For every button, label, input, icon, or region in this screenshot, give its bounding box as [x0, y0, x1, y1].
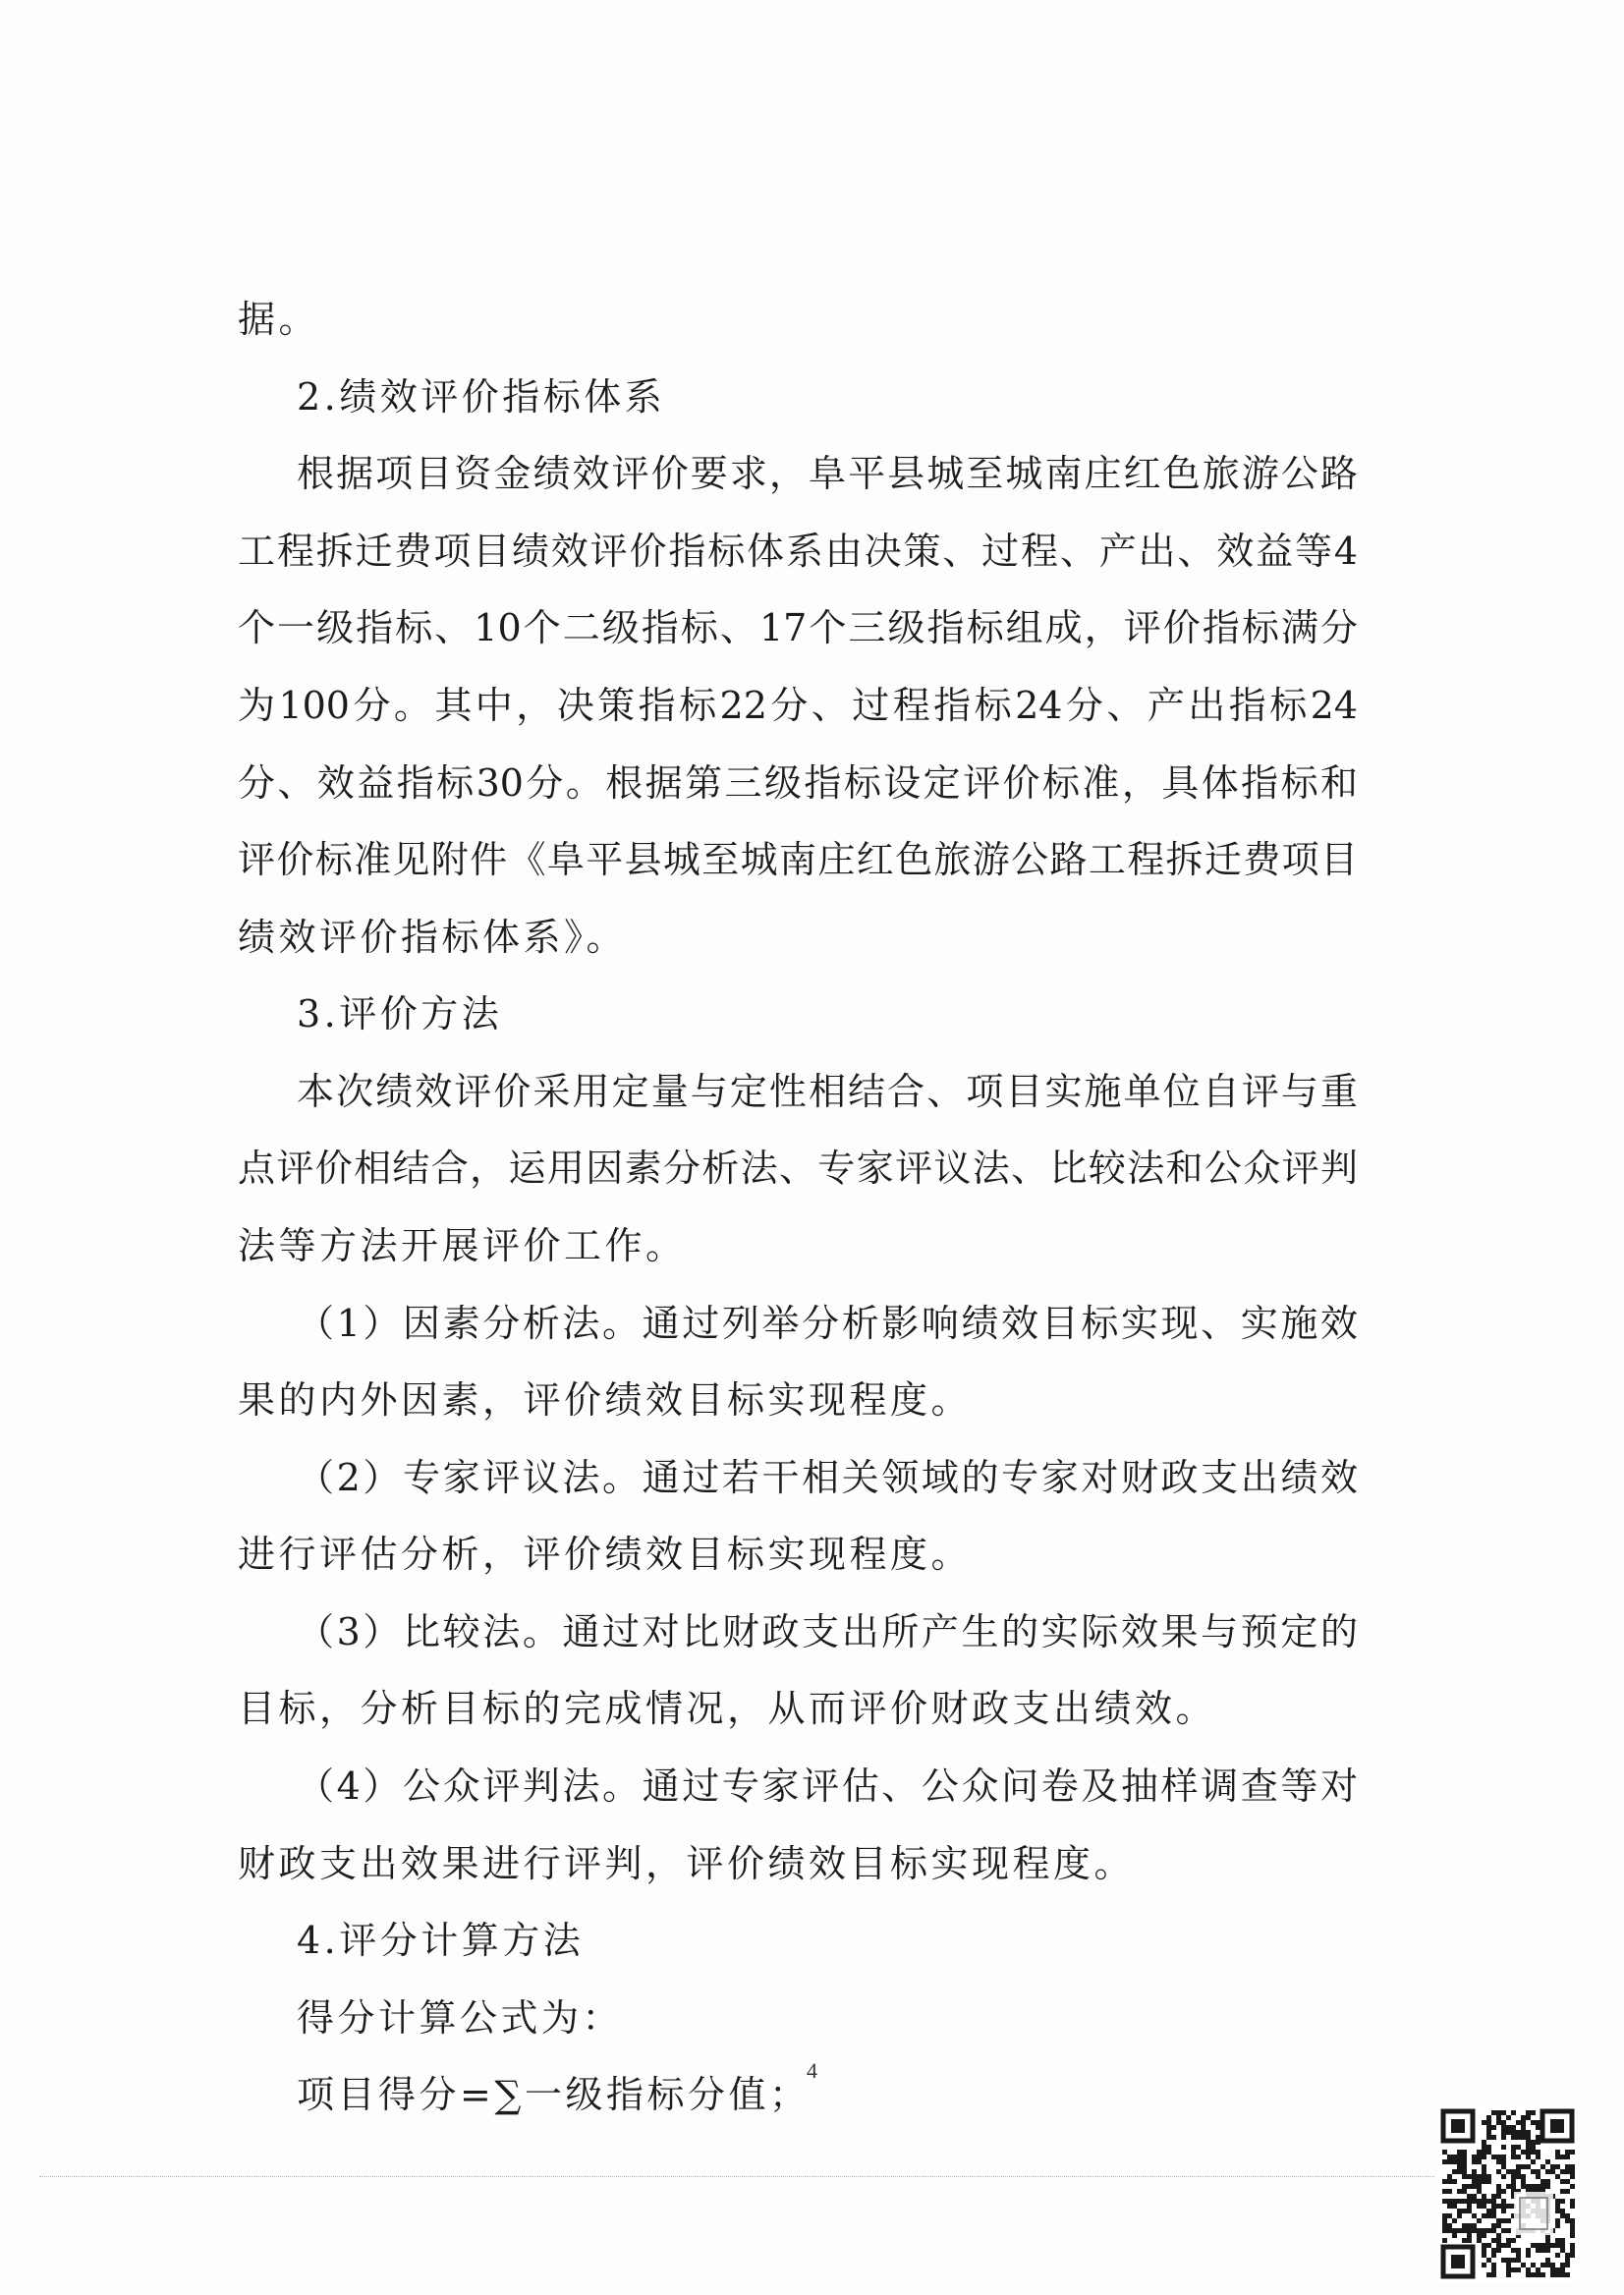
- paragraph-line: 得分计算公式为：: [297, 1996, 624, 2040]
- section-heading: 4.评分计算方法: [297, 1919, 585, 1962]
- paragraph-line: 个一级指标、10个二级指标、17个三级指标组成，评价指标满分: [238, 606, 1358, 649]
- paragraph-line: 为100分。其中，决策指标22分、过程指标24分、产出指标24: [238, 684, 1358, 727]
- paragraph-line: 评价标准见附件《阜平县城至城南庄红色旅游公路工程拆迁费项目: [238, 838, 1358, 881]
- footer-divider: [39, 2176, 1434, 2177]
- section-heading: 3.评价方法: [297, 992, 503, 1036]
- page-number: 4: [807, 2058, 817, 2083]
- paragraph-line: 绩效评价指标体系》。: [238, 916, 628, 959]
- paragraph-line: 分、效益指标30分。根据第三级指标设定评价标准，具体指标和: [238, 761, 1358, 805]
- paragraph-line: 财政支出效果进行评判，评价绩效目标实现程度。: [238, 1842, 1136, 1885]
- paragraph-line: 点评价相结合，运用因素分析法、专家评议法、比较法和公众评判: [238, 1147, 1358, 1190]
- formula-line: 项目得分=∑一级指标分值；: [297, 2073, 811, 2116]
- paragraph-line: 根据项目资金绩效评价要求，阜平县城至城南庄红色旅游公路: [297, 452, 1358, 495]
- paragraph-line: 据。: [238, 298, 320, 341]
- paragraph-line: 目标，分析目标的完成情况，从而评价财政支出绩效。: [238, 1687, 1217, 1730]
- paragraph-line: （3）比较法。通过对比财政支出所产生的实际效果与预定的: [297, 1610, 1358, 1653]
- paragraph-line: （4）公众评判法。通过专家评估、公众问卷及抽样调查等对: [297, 1764, 1358, 1808]
- paragraph-line: 工程拆迁费项目绩效评价指标体系由决策、过程、产出、效益等4: [238, 530, 1358, 573]
- paragraph-line: 进行评估分析，评价绩效目标实现程度。: [238, 1533, 973, 1576]
- section-heading: 2.绩效评价指标体系: [297, 375, 666, 419]
- paragraph-line: （2）专家评议法。通过若干相关领域的专家对财政支出绩效: [297, 1456, 1358, 1499]
- paragraph-line: 法等方法开展评价工作。: [238, 1224, 687, 1267]
- verification-qr-code-icon: [1437, 2105, 1578, 2282]
- paragraph-line: 本次绩效评价采用定量与定性相结合、项目实施单位自评与重: [297, 1070, 1358, 1113]
- paragraph-line: 果的内外因素，评价绩效目标实现程度。: [238, 1378, 973, 1422]
- paragraph-line: （1）因素分析法。通过列举分析影响绩效目标实现、实施效: [297, 1302, 1358, 1345]
